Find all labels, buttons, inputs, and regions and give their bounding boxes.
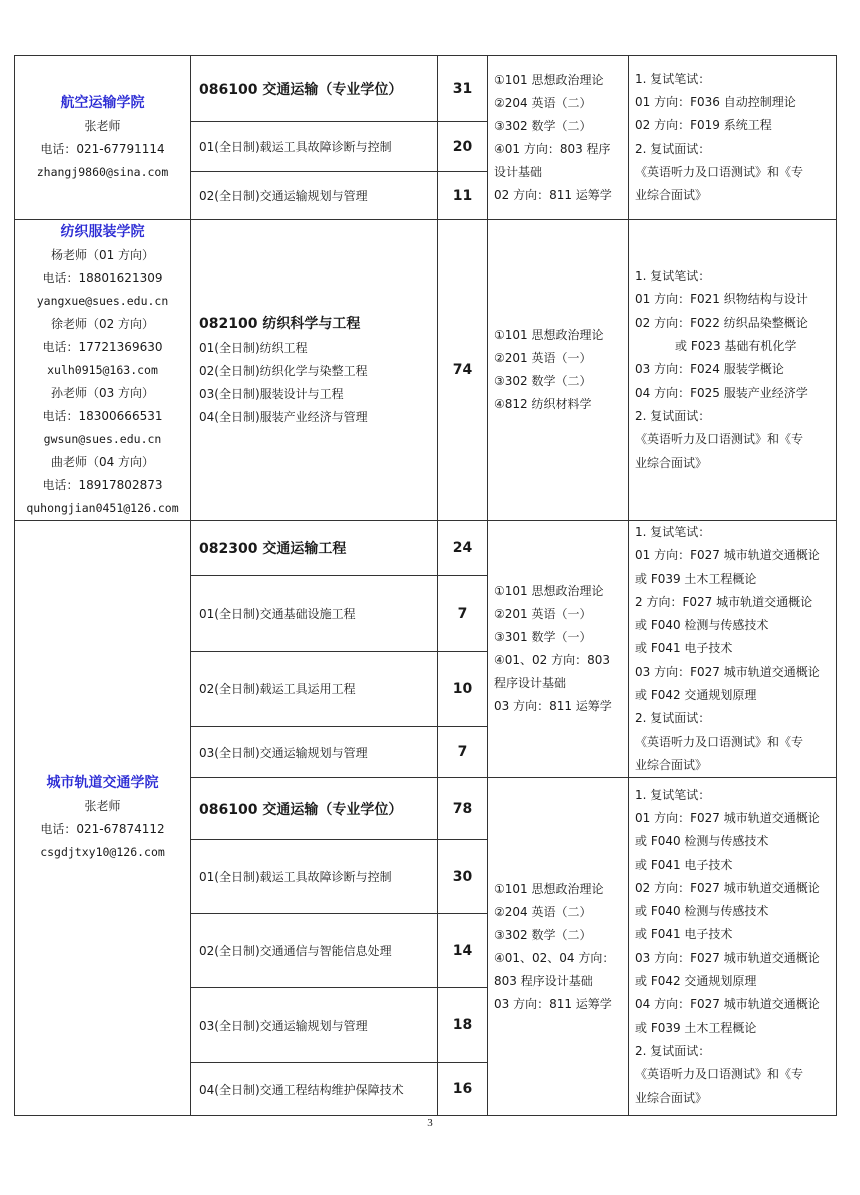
- retest-line: 业综合面试》: [635, 455, 708, 470]
- contact-line: 张老师: [84, 118, 121, 133]
- retest-line: 01 方向：F027 城市轨道交通概论: [635, 548, 820, 563]
- contact-phone: 电话：18300666531: [42, 408, 163, 423]
- retest-line: 业综合面试》: [635, 188, 708, 203]
- exam-line: 设计基础: [494, 164, 543, 179]
- direction-count: 20: [438, 122, 488, 172]
- exam-line: ①101 思想政治理论: [494, 881, 604, 896]
- major-count: 31: [438, 56, 488, 122]
- exam-line: ③302 数学（二）: [494, 118, 592, 133]
- retest-subjects: [629, 56, 837, 220]
- college-name: 航空运输学院: [60, 94, 145, 111]
- direction-count: 11: [438, 172, 488, 220]
- college-name: 城市轨道交通学院: [46, 775, 159, 792]
- retest-line: 2. 复试面试：: [635, 711, 711, 726]
- direction-name: 01(全日制)纺织工程: [199, 341, 308, 355]
- exam-line: ②204 英语（二）: [494, 95, 592, 110]
- retest-line: 01 方向：F021 织物结构与设计: [635, 292, 808, 307]
- contact-email: yangxue@sues.edu.cn: [36, 293, 169, 308]
- exam-line: ④812 纺织材料学: [494, 397, 592, 411]
- major-name: 086100 交通运输（专业学位）: [191, 56, 438, 122]
- contact-line: 曲老师（04 方向）: [50, 454, 155, 469]
- retest-subjects: [629, 220, 837, 521]
- direction-name: 02(全日制)纺织化学与染整工程: [199, 364, 368, 378]
- retest-line: 02 方向：F022 纺织品染整概论: [635, 315, 808, 330]
- exam-line: 03 方向：811 运筹学: [494, 699, 612, 714]
- contact-email: gwsun@sues.edu.cn: [43, 431, 162, 446]
- retest-line: 03 方向：F024 服装学概论: [635, 362, 784, 377]
- exam-line: ③302 数学（二）: [494, 374, 592, 388]
- contact-phone: 电话：021-67874112: [40, 822, 165, 837]
- exam-line: ③302 数学（二）: [494, 927, 592, 942]
- page-number: 3: [427, 1117, 433, 1129]
- retest-line: 02 方向：F019 系统工程: [635, 118, 772, 133]
- exam-line: 803 程序设计基础: [494, 973, 593, 988]
- direction-name: 01(全日制)载运工具故障诊断与控制: [191, 840, 438, 914]
- direction-count: 14: [438, 914, 488, 988]
- contact-email: quhongjian0451@126.com: [26, 500, 179, 515]
- retest-line: 《英语听力及口语测试》和《专: [635, 1067, 804, 1082]
- contact-cell: [15, 56, 191, 220]
- direction-count: 30: [438, 840, 488, 914]
- contact-phone: 电话：17721369630: [42, 339, 163, 354]
- direction-count: 10: [438, 652, 488, 727]
- contact-cell: [15, 220, 191, 521]
- direction-count: 16: [438, 1063, 488, 1116]
- retest-line: 或 F040 检测与传感技术: [635, 618, 769, 633]
- contact-email: xulh0915@163.com: [47, 362, 158, 377]
- retest-subjects: [629, 778, 837, 1116]
- contact-cell: [15, 521, 191, 1116]
- exam-line: ②201 英语（一）: [494, 351, 592, 365]
- direction-name: 04(全日制)交通工程结构维护保障技术: [191, 1063, 438, 1116]
- direction-name: 03(全日制)交通运输规划与管理: [191, 988, 438, 1063]
- contact-phone: 电话：18917802873: [42, 477, 163, 492]
- retest-line: 04 方向：F027 城市轨道交通概论: [635, 997, 820, 1012]
- retest-line: 1. 复试笔试：: [635, 71, 711, 86]
- contact-phone: 电话：021-67791114: [40, 141, 165, 156]
- direction-name: 01(全日制)载运工具故障诊断与控制: [191, 122, 438, 172]
- contact-line: 杨老师（01 方向）: [50, 247, 155, 262]
- direction-name: 03(全日制)交通运输规划与管理: [191, 726, 438, 777]
- retest-line: 或 F040 检测与传感技术: [635, 834, 769, 849]
- retest-line: 《英语听力及口语测试》和《专: [635, 734, 804, 749]
- retest-line: 或 F041 电子技术: [635, 927, 733, 942]
- exam-line: 02 方向：811 运筹学: [494, 187, 612, 202]
- major-name: 086100 交通运输（专业学位）: [191, 778, 438, 840]
- direction-name: 02(全日制)交通通信与智能信息处理: [191, 914, 438, 988]
- retest-line: 03 方向：F027 城市轨道交通概论: [635, 664, 820, 679]
- exam-line: 03 方向：811 运筹学: [494, 996, 612, 1011]
- retest-line: 2 方向：F027 城市轨道交通概论: [635, 594, 813, 609]
- exam-line: ①101 思想政治理论: [494, 328, 604, 342]
- retest-line: 或 F042 交通规划原理: [635, 688, 757, 703]
- major-block: [191, 220, 438, 521]
- exam-line: ③301 数学（一）: [494, 630, 592, 645]
- contact-line: 孙老师（03 方向）: [50, 385, 155, 400]
- retest-line: 业综合面试》: [635, 757, 708, 772]
- direction-name: 03(全日制)服装设计与工程: [199, 387, 344, 401]
- direction-name: 02(全日制)载运工具运用工程: [191, 652, 438, 727]
- contact-email: csgdjtxy10@126.com: [40, 845, 165, 860]
- direction-count: 7: [438, 576, 488, 652]
- contact-line: 张老师: [84, 799, 121, 814]
- retest-line: 或 F039 土木工程概论: [635, 571, 757, 586]
- major-count: 24: [438, 521, 488, 576]
- retest-line: 01 方向：F027 城市轨道交通概论: [635, 810, 820, 825]
- contact-line: 徐老师（02 方向）: [50, 316, 155, 331]
- retest-line: 1. 复试笔试：: [635, 525, 711, 539]
- exam-line: ④01、02、04 方向：: [494, 950, 615, 965]
- retest-line: 或 F041 电子技术: [635, 857, 733, 872]
- retest-line: 或 F041 电子技术: [635, 641, 733, 656]
- direction-name: 02(全日制)交通运输规划与管理: [191, 172, 438, 220]
- retest-line: 《英语听力及口语测试》和《专: [635, 432, 804, 447]
- college-name: 纺织服装学院: [60, 223, 145, 240]
- exam-subjects: [488, 778, 629, 1116]
- direction-count: 18: [438, 988, 488, 1063]
- exam-subjects: [488, 220, 629, 521]
- exam-line: ④01 方向：803 程序: [494, 141, 611, 156]
- direction-name: 04(全日制)服装产业经济与管理: [199, 410, 368, 424]
- retest-subjects: [629, 521, 837, 778]
- retest-line: 或 F039 土木工程概论: [635, 1020, 757, 1035]
- major-count: 74: [438, 220, 488, 521]
- exam-line: ④01、02 方向：803: [494, 653, 611, 668]
- contact-phone: 电话：18801621309: [42, 270, 163, 285]
- exam-line: ②201 英语（一）: [494, 607, 592, 622]
- exam-subjects: [488, 521, 629, 778]
- direction-name: 01(全日制)交通基础设施工程: [191, 576, 438, 652]
- exam-line: ①101 思想政治理论: [494, 72, 604, 87]
- retest-line: 2. 复试面试：: [635, 1043, 711, 1058]
- direction-count: 7: [438, 726, 488, 777]
- exam-line: 程序设计基础: [494, 676, 567, 691]
- retest-line: 03 方向：F027 城市轨道交通概论: [635, 950, 820, 965]
- retest-line: 或 F040 检测与传感技术: [635, 904, 769, 919]
- retest-line: 2. 复试面试：: [635, 408, 711, 423]
- exam-subjects: [488, 56, 629, 220]
- exam-line: ②204 英语（二）: [494, 904, 592, 919]
- retest-line: 04 方向：F025 服装产业经济学: [635, 385, 808, 400]
- admissions-table: [14, 55, 837, 1116]
- contact-email: zhangj9860@sina.com: [36, 164, 169, 179]
- retest-line: 01 方向：F036 自动控制理论: [635, 94, 796, 109]
- retest-line: 或 F023 基础有机化学: [675, 339, 797, 354]
- retest-line: 1. 复试笔试：: [635, 269, 711, 284]
- retest-line: 《英语听力及口语测试》和《专: [635, 164, 804, 179]
- retest-line: 或 F042 交通规划原理: [635, 974, 757, 989]
- retest-line: 业综合面试》: [635, 1090, 708, 1105]
- major-count: 78: [438, 778, 488, 840]
- major-name: 082300 交通运输工程: [191, 521, 438, 576]
- retest-line: 2. 复试面试：: [635, 141, 711, 156]
- retest-line: 02 方向：F027 城市轨道交通概论: [635, 880, 820, 895]
- exam-line: ①101 思想政治理论: [494, 584, 604, 599]
- retest-line: 1. 复试笔试：: [635, 787, 711, 802]
- major-name: 082100 纺织科学与工程: [199, 316, 361, 332]
